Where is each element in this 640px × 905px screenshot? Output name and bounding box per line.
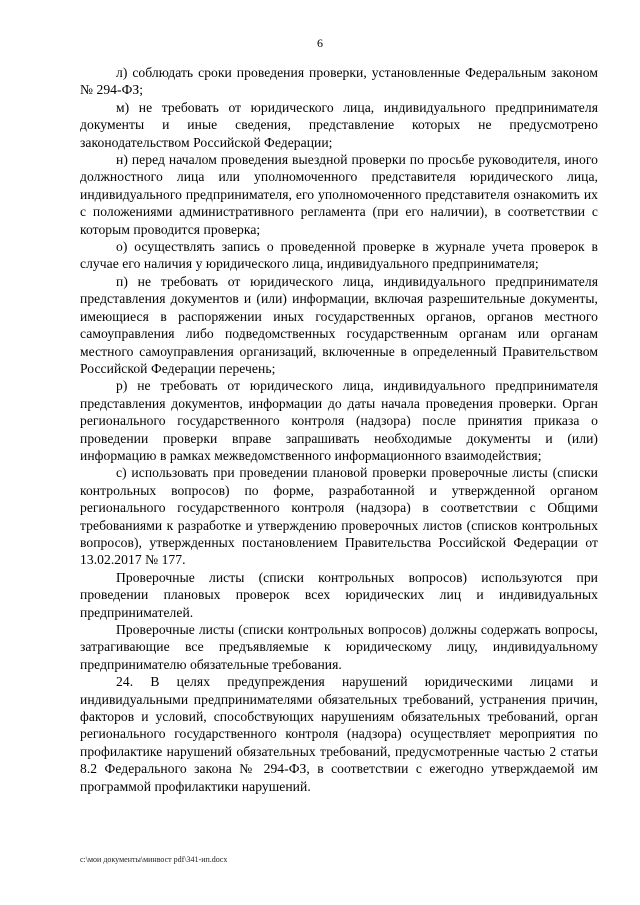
- paragraph-n: н) перед началом проведения выездной проверки по просьбе руководителя, иного должностного лица или уполномоченного представителя юридического лица, индивидуального предпринимателя, его уполномоченного представителя ознакомить их с положениями административного регламента (при его наличии), в соответствии с которым проводится проверка;: [80, 152, 598, 237]
- paragraph-m: м) не требовать от юридического лица, индивидуального предпринимателя документы и иные сведения, представление которых не предусмотрено законодательством Российской Федерации;: [80, 99, 598, 150]
- paragraph-r: р) не требовать от юридического лица, индивидуального предпринимателя представления документов, информации до даты начала проведения проверки. Орган регионального государственного контроля (надзора) после принятия приказа о проведении проверки вправе запрашивать необходимые документы и (или) информацию в рамках межведомственного информационного взаимодействия;: [80, 378, 598, 463]
- paragraph-o: о) осуществлять запись о проведенной проверке в журнале учета проверок в случае его наличия у юридического лица, индивидуального предпринимателя;: [80, 239, 598, 272]
- paragraph-p: п) не требовать от юридического лица, индивидуального предпринимателя представления документов и (или) информации, включая разрешительные документы, имеющиеся в распоряжении иных государственных органов, органов местного самоуправления либо подведомственных государственным органам или органам местного самоуправления организаций, включенные в определенный Правительством Российской Федерации перечень;: [80, 273, 598, 376]
- paragraph-l: л) соблюдать сроки проведения проверки, установленные Федеральным законом № 294-ФЗ;: [80, 65, 598, 98]
- paragraph-checklists-content: Проверочные листы (списки контрольных вопросов) должны содержать вопросы, затрагивающие все предъявляемые к юридическому лицу, индивидуальному предпринимателю обязательные требования.: [80, 622, 598, 672]
- footer-file-path: c:\мои документы\минвост pdf\341-ип.docx: [80, 855, 228, 864]
- document-body: [80, 64, 598, 795]
- page-number: 6: [317, 36, 323, 50]
- paragraph-s: с) использовать при проведении плановой проверки проверочные листы (списки контрольных вопросов) по форме, разработанной и утвержденной органом регионального государственного контроля (надзора) в соответствии с Общими требованиями к разработке и утверждению проверочных листов (списков контрольных вопросов), утвержденных постановлением Правительства Российской Федерации от 13.02.2017 № 177.: [80, 465, 598, 568]
- paragraph-24: 24. В целях предупреждения нарушений юридическими лицами и индивидуальными предпринимателями обязательных требований, устранения причин, факторов и условий, способствующих нарушениям обязательных требований, орган регионального государственного контроля (надзора) осуществляет мероприятия по профилактике нарушений обязательных требований, предусмотренные частью 2 статьи 8.2 Федерального закона № 294-ФЗ, в соответствии с ежегодно утверждаемой им программой профилактики нарушений.: [80, 674, 598, 794]
- paragraph-checklists-usage: Проверочные листы (списки контрольных вопросов) используются при проведении плановых проверок всех юридических лиц и индивидуальных предпринимателей.: [80, 569, 598, 620]
